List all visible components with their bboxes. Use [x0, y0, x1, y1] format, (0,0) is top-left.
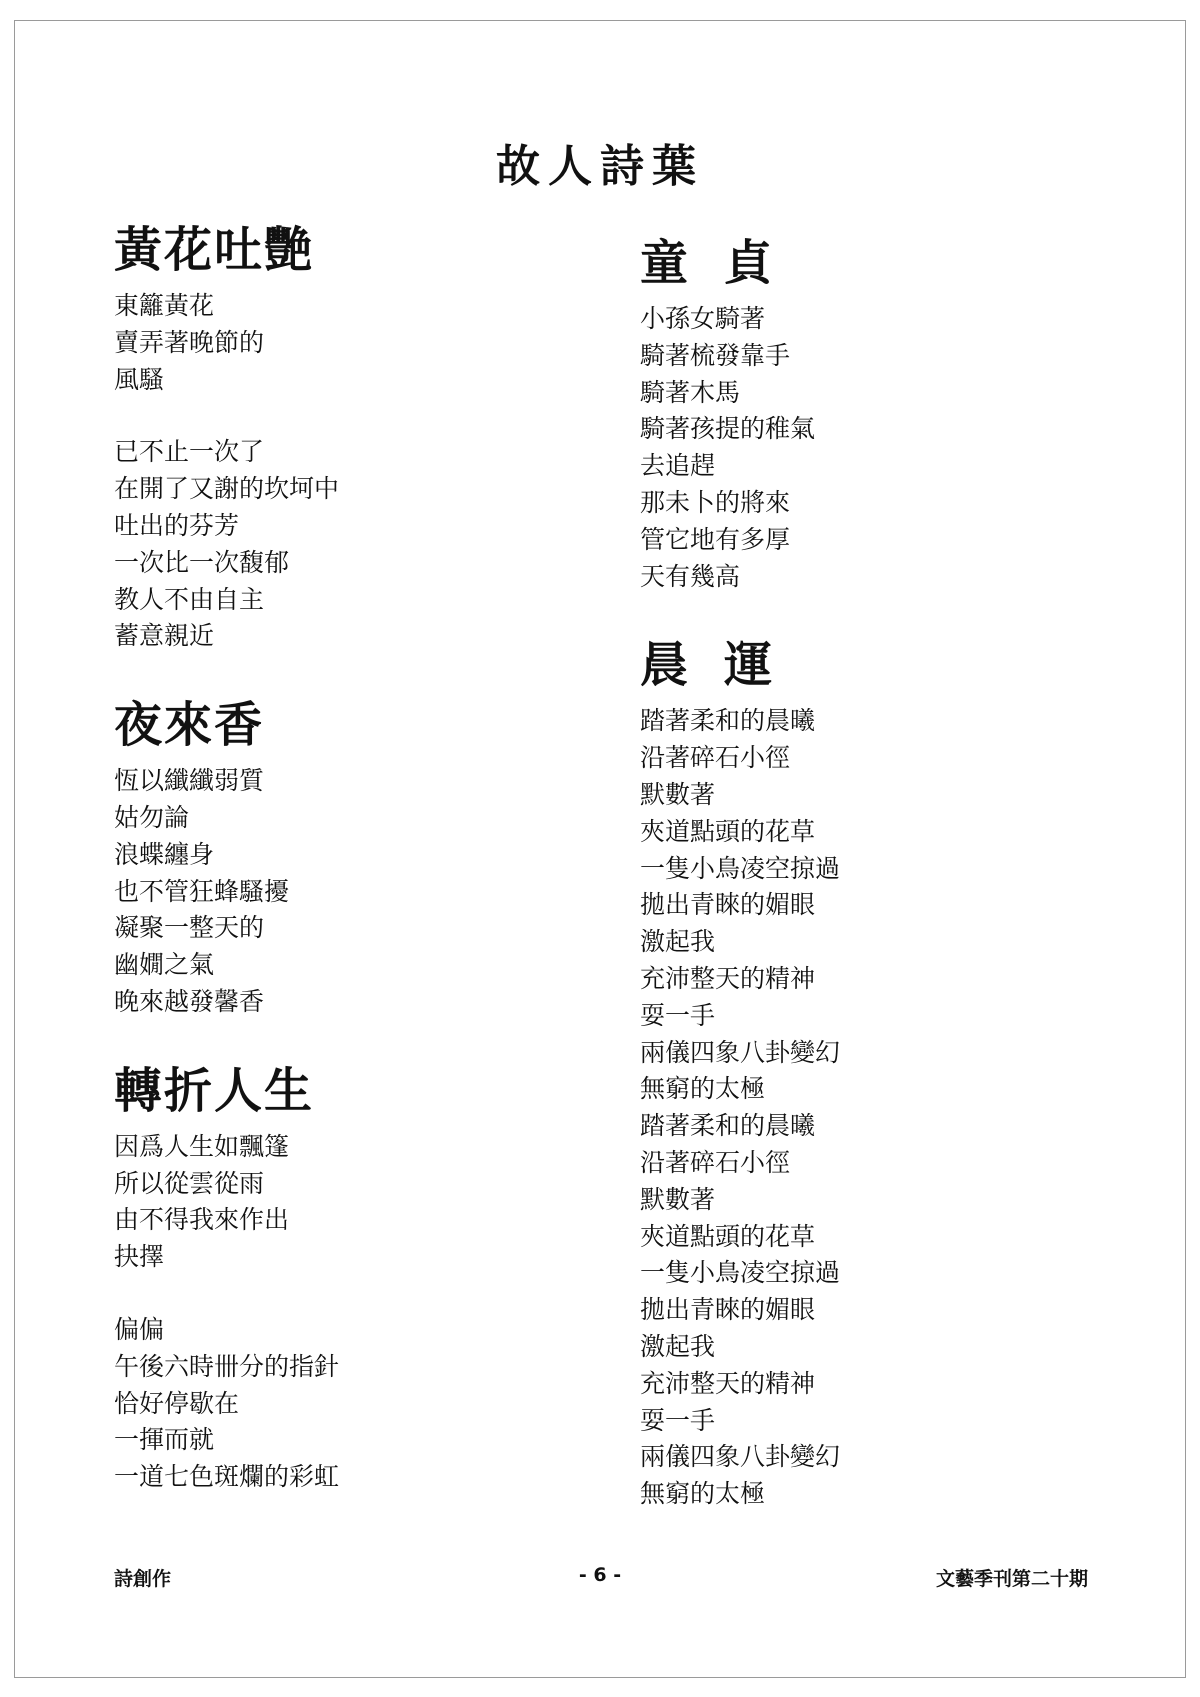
- poem-line: 恆以纖纖弱質: [114, 766, 265, 796]
- poem-line: 幽嫺之氣: [114, 950, 215, 980]
- poem-line: 激起我: [640, 927, 716, 957]
- poem-line: 兩儀四象八卦變幻: [640, 1037, 841, 1067]
- poem: [640, 635, 1100, 1513]
- poem-line: 蓄意親近: [114, 621, 215, 651]
- poem-line: 偏偏: [114, 1314, 165, 1344]
- poem-line: 沿著碎石小徑: [640, 743, 791, 773]
- poem-line: 夾道點頭的花草: [640, 1221, 816, 1251]
- poem-line: 激起我: [640, 1331, 716, 1361]
- poem: [640, 233, 1100, 595]
- poem-line: 沿著碎石小徑: [640, 1147, 791, 1177]
- poem-line: 教人不由自主: [114, 584, 265, 614]
- poem-line: 騎著孩提的稚氣: [640, 414, 816, 444]
- poem-line: 充沛整天的精神: [640, 963, 816, 993]
- poem-line: 一次比一次馥郁: [114, 547, 290, 577]
- poem-line: 吐出的芬芳: [114, 510, 240, 540]
- poem-line: 抉擇: [114, 1242, 165, 1272]
- poem-line: 耍一手: [640, 1405, 716, 1435]
- poem-line: 無窮的太極: [640, 1479, 766, 1509]
- poem-line: 已不止一次了: [114, 437, 265, 467]
- poem-line: 午後六時卌分的指針: [114, 1351, 340, 1381]
- poem-line: 恰好停歇在: [114, 1388, 240, 1418]
- poem-line: 去追趕: [640, 451, 716, 481]
- poem-line: 默數著: [640, 1184, 716, 1214]
- right-column: [640, 233, 1100, 1553]
- poem: [114, 1061, 574, 1496]
- poem-title: 轉折人生: [114, 1062, 315, 1119]
- poem-line: 管它地有多厚: [640, 524, 791, 554]
- poem-line: 無窮的太極: [640, 1074, 766, 1104]
- poem: [114, 695, 574, 1021]
- poem-line: 耍一手: [640, 1000, 716, 1030]
- page-title: 故人詩葉: [496, 141, 704, 192]
- poem-line: 拋出青睞的媚眼: [640, 1295, 816, 1325]
- poem-line: 踏著柔和的晨曦: [640, 706, 816, 736]
- poem-line: 浪蝶纏身: [114, 839, 215, 869]
- footer-page-number: - 6 -: [578, 1564, 622, 1586]
- poem-line: 由不得我來作出: [114, 1205, 290, 1235]
- poem: [114, 220, 574, 655]
- poem-line: 天有幾高: [640, 561, 741, 591]
- footer-publication: 文藝季刊第二十期: [935, 1568, 1088, 1590]
- poem-line: 踏著柔和的晨曦: [640, 1111, 816, 1141]
- poem-line: 風騷: [114, 364, 165, 394]
- poem-line: 默數著: [640, 779, 716, 809]
- poem-line: 夾道點頭的花草: [640, 816, 816, 846]
- poem-line: 賣弄著晚節的: [114, 327, 265, 357]
- poem-line: 一道七色斑爛的彩虹: [114, 1462, 340, 1492]
- poem-line: 在開了又謝的坎坷中: [114, 474, 340, 504]
- poem-line: 凝聚一整天的: [114, 913, 265, 943]
- poem-line: 兩儀四象八卦變幻: [640, 1442, 841, 1472]
- poem-title: 童貞: [640, 235, 809, 291]
- poem-line: 所以從雲從雨: [114, 1168, 265, 1198]
- poem-line: 一隻小鳥凌空掠過: [640, 1258, 841, 1288]
- poem-title: 黃花吐艷: [114, 222, 315, 278]
- poem-line: 因爲人生如飄篷: [114, 1131, 290, 1161]
- poem-line: 東籬黃花: [114, 291, 215, 320]
- poem-line: 姑勿論: [114, 802, 190, 832]
- poem-line: 也不管狂蜂騷擾: [114, 876, 290, 906]
- poem-title: 夜來香: [114, 697, 265, 754]
- poem-line: 一揮而就: [114, 1425, 215, 1455]
- poem-line: 騎著木馬: [640, 377, 741, 407]
- poem-line: 一隻小鳥凌空掠過: [640, 853, 841, 883]
- footer-section-label: 詩創作: [114, 1568, 172, 1590]
- poem-line: 騎著梳發靠手: [640, 340, 791, 370]
- poem-title: 晨運: [640, 637, 809, 694]
- left-column: [114, 220, 574, 1536]
- poem-line: 晚來越發馨香: [114, 986, 265, 1016]
- poem-line: 小孫女騎著: [640, 304, 766, 333]
- poem-line: 拋出青睞的媚眼: [640, 890, 816, 920]
- poem-line: 充沛整天的精神: [640, 1368, 816, 1398]
- poem-line: 那未卜的將來: [640, 487, 791, 517]
